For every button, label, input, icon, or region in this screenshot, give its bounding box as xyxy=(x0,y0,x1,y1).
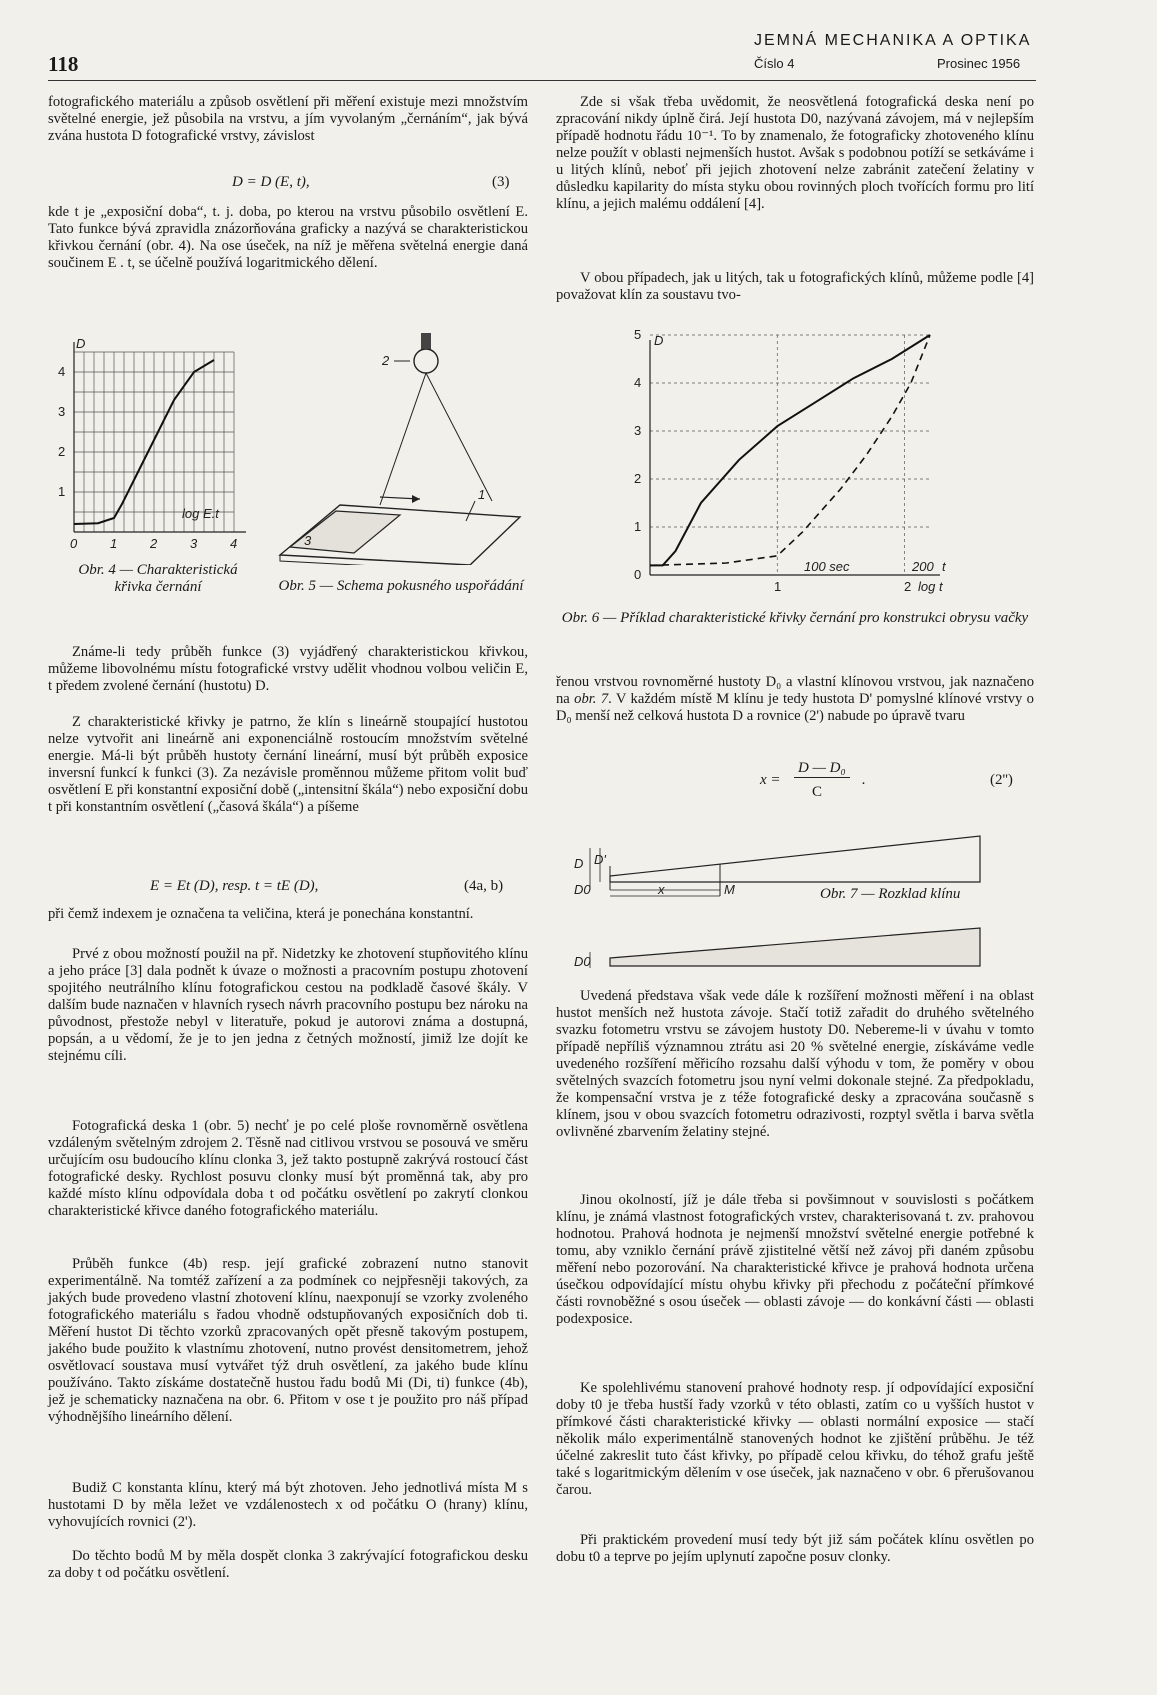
equation-2pp-number: (2'') xyxy=(990,772,1013,788)
left-paragraph-3: Známe-li tedy průběh funkce (3) vyjádřený charakteristickou křivkou, můžeme libovolnému místu fotografické vrstvy udělit vhodnou volbou veličin E, t předem zvolené černání (hustotu) D. xyxy=(48,644,528,694)
equation-4: E = Et (D), resp. t = tE (D), xyxy=(150,878,319,894)
right-paragraph-2a: V obou případech, jak u litých, tak u fotografických klínů, můžeme podle [4] považovat klín za soustavu tvo- xyxy=(556,270,1034,303)
left-paragraph-8: Průběh funkce (4b) resp. její grafické zobrazení nutno stanovit experimentálně. Na tomtéž zařízení a za podmínek co nejpřesněji takových, za jakých bude provedeno vlastní zhotovení klínu, naexponují se vzorky zvoleného fotografického materiálu s řadou vhodně odstupňovaných exposičních dob ti. Měření hustot Di těchto vzorků zpracovaných opět přesně takovým postupem, jakého bude použito k vlastnímu zhotovení, nutno provést densitometrem, jehož osvětlovací soustava musí vytvářet týž druh osvětlení, za jakého bude klínu používáno. Takto získáme dostatečně hustou řadu bodů Mi (Di, ti) funkce (4b), jež je schematicky naznačena na obr. 6. Přitom v ose t je použito pro náš případ výhodnějšího lineárního dělení. xyxy=(48,1256,528,1425)
wedge-upper xyxy=(610,836,980,882)
equation-2pp-lhs: x = xyxy=(760,772,781,788)
figure-4-xtick: 0 xyxy=(70,536,78,551)
figure-6-xlabel-logt: log t xyxy=(918,579,943,594)
figure-6-ytick: 0 xyxy=(634,567,642,582)
figure-7-caption: Obr. 7 — Rozklad klínu xyxy=(820,886,961,902)
figure-7-label-M: M xyxy=(724,882,735,897)
left-paragraph-7: Fotografická deska 1 (obr. 5) nechť je po celé ploše rovnoměrně osvětlena vzdáleným světelným zdrojem 2. Těsně nad citlivou vrstvou se posouvá ve směru určujícím osu budoucího klínu clonka 3, jež takto postupně zakrývá rostoucí část fotografické desky. Rychlost posuvu clonky musí být proměnná tak, aby pro každé místo klínu odpovídala doba t od počátku osvětlení po zakrytí clonkou charakteristické křivce daného fotografického materiálu. xyxy=(48,1118,528,1219)
right-paragraph-6: Při praktickém provedení musí tedy být již sám počátek klínu osvětlen po dobu t0 a teprve po jejím uplynutí započne posuv clonky. xyxy=(556,1532,1034,1565)
figure-5-schema xyxy=(270,325,532,565)
figure-6-curve-linear xyxy=(650,335,930,565)
figure-7-label-D0-lower: D0 xyxy=(574,954,591,969)
light-source-icon xyxy=(414,349,438,373)
figure-7-label-x: x xyxy=(658,882,665,897)
figure-4-xlabel: log E.t xyxy=(182,506,219,521)
right-paragraph-1: Zde si však třeba uvědomit, že neosvětlená fotografická deska není po zpracování nikdy úplně čirá. Její hustota D0, nazývaná závojem, má v nejlepším případě hodnotu řádu 10⁻¹. To by znamenalo, že fotograficky zhotoveného klínu nelze použít v oblasti nejmenších hustot. Avšak s podobnou potíží se setkáváme i u litých klínů, neboť při jejich zhotovení nelze zabránit zatečení želatiny v důsledku kapilarity do místa styku obou rovinných ploch tvořících formu pro lití klínu, a jejich malému oddálení [4]. xyxy=(556,94,1034,212)
lamp-socket-icon xyxy=(421,333,431,349)
equation-3-number: (3) xyxy=(492,174,510,190)
equation-4-number: (4a, b) xyxy=(464,878,504,894)
issue-number: Číslo 4 xyxy=(754,56,795,71)
figure-4-xtick: 2 xyxy=(150,536,158,551)
journal-title: JEMNÁ MECHANIKA A OPTIKA xyxy=(754,32,1032,49)
figure-6-ytick: 4 xyxy=(634,375,642,390)
figure-4-ytick: 1 xyxy=(58,484,66,499)
issue-date: Prosinec 1956 xyxy=(937,56,1021,71)
left-paragraph-2: kde t je „exposiční doba“, t. j. doba, po kterou na vrstvu působilo osvětlení E. Tato funkce bývá zpravidla znázorňována graficky a nazývá se charakteristickou křivkou černání (obr. 4). Na ose úseček, na níž je měřena světelná energie daná součinem E . t, se účelně používá logaritmického dělení. xyxy=(48,204,528,271)
left-paragraph-4: Z charakteristické křivky je patrno, že klín s lineárně stoupající hustotou nelze vytvořit ani lineárně ani exponenciálně rostoucím množstvím světelné energie. Má-li být průběh hustoty černání lineární, musí být průběh exposice inversní funkcí k funkci (3). Za nezávisle proměnnou můžeme přitom volit buď osvětlení E při konstantní exposiční době („intensitní škála“) nebo exposiční dobu t při konstantním osvětlení („časová škála“) a píšeme xyxy=(48,714,528,815)
figure-4-ylabel: D xyxy=(76,336,86,351)
figure-4-chart xyxy=(54,332,250,554)
figure-7-label-Dprime: D' xyxy=(594,852,606,867)
figure-5-caption: Obr. 5 — Schema pokusného uspořádání xyxy=(278,578,524,594)
figure-7-wedge xyxy=(560,828,990,978)
wedge-lower xyxy=(610,928,980,966)
figure-6-ylabel: D xyxy=(654,333,664,348)
figure-6-xlabel-log2: 2 xyxy=(904,579,912,594)
equation-3: D = D (E, t), xyxy=(232,174,310,190)
figure-4-caption: Obr. 4 — Charakteristická křivka černání xyxy=(78,562,238,595)
figure-6-xlabel-log1: 1 xyxy=(774,579,782,594)
figure-6-curve-log xyxy=(650,335,930,565)
right-paragraph-2b: řenou vrstvou rovnoměrné hustoty D₀ a vlastní klínovou vrstvou, jak naznačeno na obr. 7. V každém místě M klínu je tedy hustota D' pomyslné klínové vrstvy o D₀ menší než celková hustota D a rovnice (2') nabude po úpravě tvaru xyxy=(556,674,1034,724)
figure-6-chart xyxy=(620,325,970,605)
figure-6-ytick: 3 xyxy=(634,423,642,438)
equation-2pp-denominator: C xyxy=(812,784,823,800)
figure-5-label-plate: 1 xyxy=(478,487,486,502)
figure-4-ytick: 2 xyxy=(58,444,66,459)
figure-7-label-D0: D0 xyxy=(574,882,591,897)
figure-6-grid xyxy=(650,335,930,575)
header-rule xyxy=(48,80,1036,81)
equation-2pp-tail: . xyxy=(862,772,866,788)
figure-4-xtick: 1 xyxy=(110,536,118,551)
figure-6-ytick: 1 xyxy=(634,519,642,534)
figure-5-label-source: 2 xyxy=(382,353,390,368)
left-paragraph-9: Budiž C konstanta klínu, který má být zhotoven. Jeho jednotlivá místa M s hustotami D by měla ležet ve vzdálenostech x od počátku O (hrany) klínu, vyhovujících rovnici (2'). xyxy=(48,1480,528,1530)
figure-6-xlabel-200: 200 xyxy=(912,559,934,574)
left-paragraph-10: Do těchto bodů M by měla dospět clonka 3 zakrývající fotografickou desku za doby t od počátku osvětlení. xyxy=(48,1548,528,1581)
left-paragraph-5: při čemž indexem je označena ta veličina, která je ponechána konstantní. xyxy=(48,906,474,922)
figure-4-xtick: 3 xyxy=(190,536,198,551)
left-paragraph-6: Prvé z obou možností použil na př. Nidetzky ke zhotovení stupňovitého klínu a jeho práce [3] dala podnět k úvaze o možnosti a pracovním postupu zhotovení spojitého neutrálního klínu fotografickou cestou na podkladě časové škály. V dalším bude naznačen v hlavních rysech návrh pracovního postupu bez nároku na původnost, přestože nebyl v literatuře, pokud je autorovi známa a dostupná, popsán, a u vědomí, že je to jen jedna z četných možností, jimiž lze dojít ke stejnému cíli. xyxy=(48,946,528,1064)
figure-4-xtick: 4 xyxy=(230,536,238,551)
figure-6-xlabel-t: t xyxy=(942,559,946,574)
figure-6-ytick: 2 xyxy=(634,471,642,486)
right-paragraph-3: Uvedená představa však vede dále k rozšíření možnosti měření i na oblast hustot menších než hustota závoje. Stačí totiž zařadit do druhého světelného svazku fotometru vrstvu se závojem hustoty D0. Nebereme-li v úvahu v tomto případě nepříliš významnou ztrátu asi 20 % světelné energie, získáváme vedle uvedeného rozšíření měřicího rozsahu další výhodu v tom, že poměry v obou světelných svazcích fotometru jsou nyní velmi dokonale stejné. Za předpokladu, že kompensační vrstva je z téže fotografické desky a zpracována současně s klínem, jsou v obou svazcích fotometru odrazivosti, rozptyl světla i barva světla ovlivněné zbarvením želatiny stejné. xyxy=(556,988,1034,1140)
page-number: 118 xyxy=(48,52,79,76)
right-paragraph-4: Jinou okolností, jíž je dále třeba si povšimnout v souvislosti s počátkem klínu, je známá vlastnost fotografických vrstev, charakterisovaná t. zv. prahovou hodnotou. Prahová hodnota je nejmenší množství světelné energie potřebné k tomu, aby vzniklo černání právě zjistitelné větší než závoj při daném způsobu měření nebo pozorování. Na charakteristické křivce je prahová hodnota určena úsečkou odpovídající místu ohybu křivky při přechodu z počáteční přímkové části rovnoběžné s osou úseček — oblasti závoje — do konkávní části — oblasti podexposice. xyxy=(556,1192,1034,1327)
figure-6-caption: Obr. 6 — Příklad charakteristické křivky černání pro konstrukci obrysu vačky xyxy=(561,610,1029,626)
figure-4-ytick: 3 xyxy=(58,404,66,419)
figure-5-label-shutter: 3 xyxy=(304,533,312,548)
right-paragraph-5: Ke spolehlivému stanovení prahové hodnoty resp. jí odpovídající exposiční doby t0 je třeba hustší řady vzorků v této oblasti, zatím co u vyšších hustot v přímkové části charakteristické křivky — oblasti normální exposice — stačí několik málo experimentálně stanovených hodnot ke zjištění průběhu. Je též účelné zakreslit tuto část křivky, po případě celou křivku, do téhož grafu ještě také s logaritmickým dělením v ose úseček, jak naznačeno v obr. 6 přerušovanou čarou. xyxy=(556,1380,1034,1498)
figure-4-ytick: 4 xyxy=(58,364,66,379)
figure-6-xlabel-100: 100 sec xyxy=(804,559,850,574)
left-paragraph-1: fotografického materiálu a způsob osvětlení při měření existuje mezi množstvím světelné energie, jež působila na vrstvu, a jím vyvolaným „černáním“, jak bývá zvána hustota D fotografické vrstvy, závislost xyxy=(48,94,528,144)
figure-7-label-D: D xyxy=(574,856,584,871)
figure-6-ytick: 5 xyxy=(634,327,642,342)
equation-2pp-numerator: D — D₀ xyxy=(794,760,850,778)
